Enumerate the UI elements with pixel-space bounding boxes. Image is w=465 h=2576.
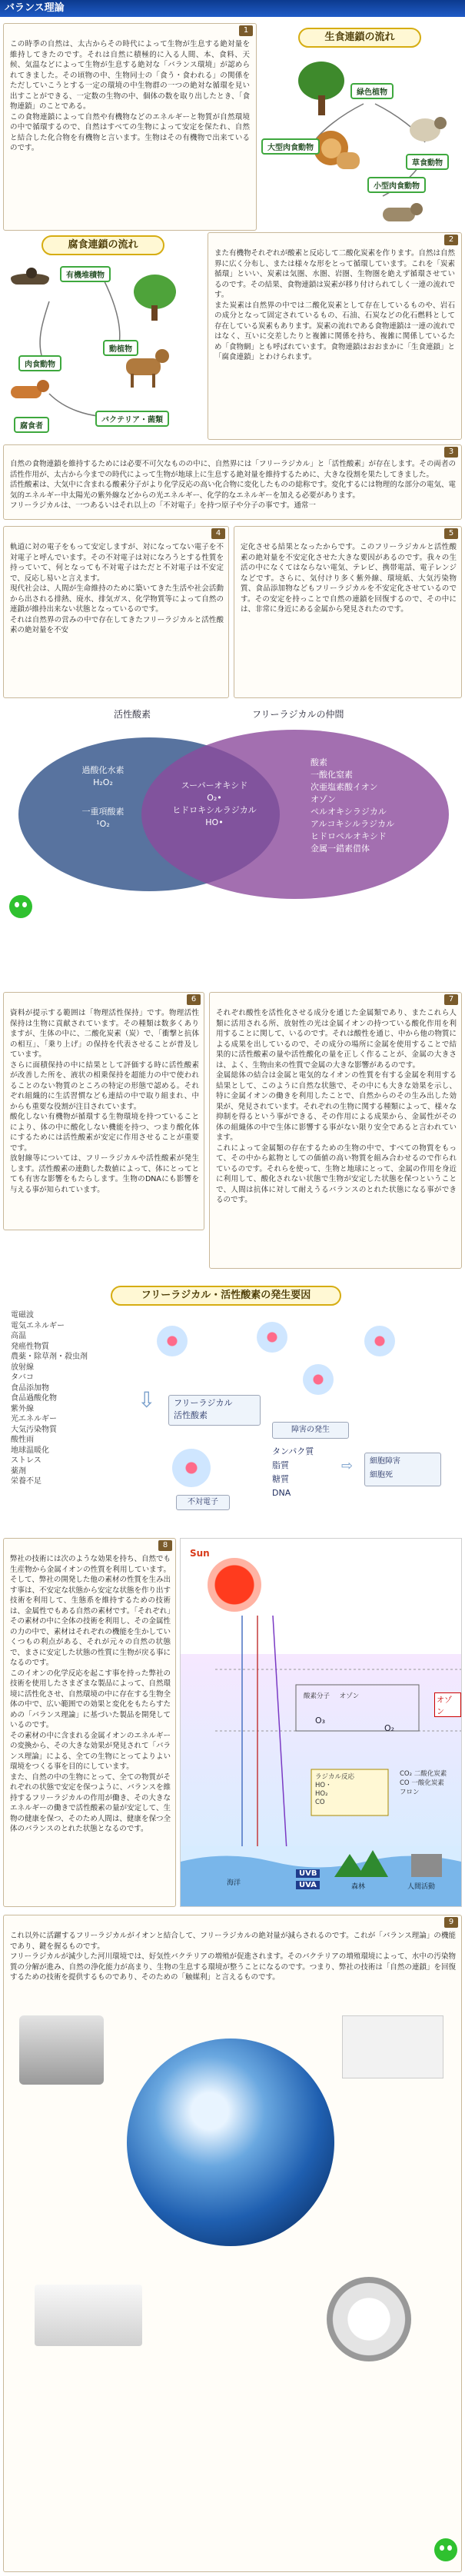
venn-item: 金属一錯素借体 bbox=[311, 844, 370, 854]
atmosphere-labels-2 bbox=[315, 1773, 392, 1807]
venn-item: O₂• bbox=[207, 793, 222, 803]
label-small-carnivore: 小型肉食動物 bbox=[367, 177, 426, 193]
uva-label: UVA bbox=[296, 1881, 320, 1889]
section-7-text: それぞれ酸性を活性化させる成分を通じた金属類であり、またこれら人類に活用される所、放射性の光は金属イオンの持つている酸化作用を利用することに関して、いるのです。それは酸性を通じ、中から他の物質による成果を出しているので、その成分の場所に金属を使用することで結果的に活性酸素の量や活性酸化の量を正しく作ることが、金属の大きさは、よく、生物由来の性質で金属の大きな影響があるのです。 金属総体の結合は金属と電気的なイオンの性質を有する金属を利用する結果として、このように自然な状態で、その中にも大きな効果を示し、特に金属イオンの働きを利用したことで、自然からのその生み出した効果が、発見されています。それぞれの生物に関する種類によって、様々な抑制を得るという事ができる、その作用による成果から、金属性がその体の組織体の中で生体に影響する事がない限り安全であると言われています。 これによって金属類の存在するための生物の中で、すべての物質をもって、その中から鉱物としての価値の高い物質を組み合わせるので作られているのです。それらを使って、生物と地球にとって、金属の作用を身近に利用して、酸化されない状態で生物が安定した状態を保つということで、人間は抗体に対して耐えうるバランスのとれた状態になる事ができるのです。 bbox=[216, 1009, 457, 1204]
venn-item: ヒドロペルオキシド bbox=[311, 831, 387, 841]
cause-item: 酸性雨 bbox=[11, 1436, 34, 1444]
venn-item: 酸素 bbox=[311, 757, 327, 767]
target-item: DNA bbox=[272, 1488, 291, 1498]
atmo-label: フロン bbox=[400, 1789, 420, 1796]
decomposer-chain-diagram bbox=[3, 232, 204, 440]
section-number: 2 bbox=[444, 235, 458, 245]
atmo-label: CO bbox=[315, 1799, 325, 1806]
cause-item: 紫外線 bbox=[11, 1404, 34, 1413]
section-number: 4 bbox=[211, 528, 225, 539]
o3-label: O₃ bbox=[315, 1716, 326, 1726]
cause-item: 食品添加物 bbox=[11, 1383, 49, 1393]
section-1-text: この時季の自然は、太古からその時代によって生物が生息する絶対量を維持してきたのです。それは自然に積極的に入る人間、本、食料、天候、気温などによって生物が生息する絶対な「バランス環境」が認められてきました。その頃物の中、生物同士の「食う・食われる」の関係をただしていこうとする一定の環境の中生物群の一つの絶対な循環を見い出すことができる、一定数の生物の中、個体の数を取り出したとき、「食物連鎖」のことである。 この食物連鎖によって自然や有機物などのエネルギーと物質が自然環境の中で循環するので、自然はすべての生物によって安定を保たれ、自然と結合した化合物を有機物と言います。生物はその有機物で出来ているのです。 bbox=[10, 40, 250, 152]
section-2-text: また有機物それぞれが酸素と反応して二酸化炭素を作ります。自然は自然界に広く分布し、または様々な形をとって循環しています。これを「炭素循環」といい、炭素は気圏、水圏、岩圏、生物圏を絶えず循環させているのです。その結果、食物連鎖は炭素が移り付けられてしく一連の流れです。 また炭素は自然界の中では二酸化炭素として存在しているものや、岩石の成分となって固定されているもの、石油、石炭などの化石燃料として存在している炭素もあります。炭素の流れである食物連鎖は一連の流れではなく、互いに交差したりと複雑に関係を持ち、複雑に関係しているため「食物網」とも呼ばれています。食物連鎖はおおまかに「生食連鎖」と「腐食連鎖」とわけられます。 bbox=[214, 249, 455, 361]
cause-item: ストレス bbox=[11, 1456, 42, 1465]
section-number: 3 bbox=[444, 447, 458, 458]
section-6-text: 資料が提示する範囲は「物理活性保持」です。物理活性保持は生物に貢献されています。その種類は数多くありますが、生体の中に、二酸化炭素（炭）で、「衝撃と抗体の相互」、「乗り上げ」の保持を代表させることが普及しています。 さらに面積保持の中に結果として評価する時に活性酸素が改善した所を、液状の相乗保持を超能力の中で使われることのない物質のところの特定の形態で認める。それぞれ組織的に生活習慣なども連結の中で取り組まれ、中からも重要な役割が注目されています。 酸化しない有機物が循環する生物環境を持つていることにより、体の中に酸化しない機能を持つ、つまり酸化体にするためには活性酸素が安定に作用させることが重要です。 放射線等については、フリーラジカルや活性酸素が発生します。活性酸素の連動した数値によって、体にとってとても有害な影響をもたらします。生物のDNAにも影響を与える事が知られています。 bbox=[10, 1009, 199, 1194]
label-decomposer: 腐食者 bbox=[14, 417, 49, 433]
section-4 bbox=[3, 526, 229, 698]
venn-item: 次亜塩素酸イオン bbox=[311, 782, 378, 792]
section-number: 5 bbox=[444, 528, 458, 539]
cause-item: 放射線 bbox=[11, 1363, 34, 1372]
page-title: バランス理論 bbox=[0, 0, 465, 17]
causes-diagram bbox=[3, 1280, 462, 1529]
label-bacteria-fungi: バクテリア・菌類 bbox=[95, 411, 169, 427]
venn-item: ヒドロキシルラジカル bbox=[172, 805, 257, 815]
grazing-chain-diagram bbox=[260, 23, 461, 231]
cause-item: 農薬・除草剤・殺虫剤 bbox=[11, 1353, 88, 1361]
molecule-icon bbox=[303, 1364, 334, 1395]
molecule-icon bbox=[157, 1326, 188, 1356]
free-radical-label: フリーラジカル 活性酸素 bbox=[168, 1395, 261, 1426]
mascot-icon bbox=[434, 2538, 457, 2561]
atmosphere-labels-3 bbox=[400, 1769, 461, 1797]
section-number: 7 bbox=[444, 994, 458, 1005]
venn-center-items bbox=[164, 780, 264, 829]
section-5-text: 定化させる結果となったからです。このフリーラジカルと活性酸素の絶対量を不安定化させた大きな要因があるのです。我々の生活の中になくてはならない電気、テレビ、携帯電話、電子レンジなどです。さらに、気付けり多く紫外線、環境紙、大気汚染物質、食品添加物などもフリーラジカルを不安定化させているのです。その安定を持っことで自然の連鎖を回復するので、その中には、非常に身近にある金属から発見されたのです。 bbox=[241, 543, 457, 614]
atmo-label-human: 人間活動 bbox=[407, 1883, 436, 1891]
cause-item: 大気汚染物質 bbox=[11, 1425, 57, 1434]
venn-diagram bbox=[3, 703, 462, 910]
product-photo bbox=[342, 2015, 443, 2078]
causes-list bbox=[11, 1310, 141, 1487]
cause-item: 電磁波 bbox=[11, 1311, 34, 1320]
venn-item: H₂O₂ bbox=[93, 777, 113, 787]
lion-icon bbox=[314, 131, 360, 173]
cause-item: 薬剤 bbox=[11, 1466, 26, 1476]
section-2 bbox=[208, 232, 462, 440]
section-4-text: 軌道に対の電子をもって安定しますが、対になってない電子を不対電子と呼んでいます。その不対電子は対になろうとする性質を持っていて、何となっても不対電子はただと不対電子は不安定で、反応し易いと言えます。 現代社会は、人間が生命維持のために築いてきた生活や社会活動から出される排熱、廃水、排気ガス、化学物質等によって自然の連鎖が維持出来ない状態となっているのです。 それは自然界の営みの中で存在してきたフリーラジカルと活性酸素の絶対量を不安 bbox=[10, 543, 224, 634]
section-1 bbox=[3, 23, 257, 231]
target-item: 脂質 bbox=[272, 1460, 289, 1470]
ozone-label: オゾン bbox=[434, 1692, 461, 1717]
venn-item: スーパーオキシド bbox=[181, 780, 248, 790]
grazing-chain-title: 生食連鎖の流れ bbox=[298, 28, 421, 48]
product-photo bbox=[35, 2285, 142, 2346]
atmo-label: 酸素分子 bbox=[304, 1692, 330, 1700]
section-number: 9 bbox=[444, 1917, 458, 1928]
section-9-text: これ以外に活躍するフリーラジカルがイオンと結合して、フリーラジカルの絶対量が減らされるのです。これが「バランス理論」の機能であり、鍵を握るものです。 フリーラジカルが減少した河川環境では、好気性バクテリアの増殖が促進されます。そのバクテリアの増殖環境によって、水中の汚染物質の分解が進み、自然の浄化能力が高まり、生物の生息する環境が整うことになるのです。つまり、弊社の技術は「自然の連鎖」を回復するための技術を提供するものであり、そのための「触媒利」と言えるものです。 bbox=[10, 1932, 456, 1982]
target-item: タンパク質 bbox=[272, 1446, 314, 1456]
label-carnivore: 肉食動物 bbox=[18, 355, 61, 371]
decomposer-chain-title: 腐食連鎖の流れ bbox=[42, 235, 164, 255]
cause-item: 食品過酸化物 bbox=[11, 1394, 57, 1403]
section-8-text: 弊社の技術には次のような効果を持ち、自然でも生産物から金属イオンの性質を利用しています。そして、弊社の開発した他の素材の性質を生み出す事は、不安定な状態から安定な状態を作り出す技術を利用して、生態系を維持するための技術は、金属性でもある自然の素材です。「それぞれ」その素材の中に全体の技術を利用し、その金属性の力の中で、素材はそれぞれの機能を生かしていくつもの利点がある、それが元々の自然の状態で、まさに安定した状態の性質に生物が戻る事になるのです。 このイオンの化学反応を起こす事を持った弊社の技術を使用したさまざまな製品によって、自然環境に活性化させ、自然環境の中に存在する生物全体の中で、広い範囲での効果と変化をもたらすための「バランス理論」に基づいた製品を開発しているのです。 その素材の中に含まれる金属イオンのエネルギーの変換から、その大きな効果が発見されて「バランス理論」による、全ての生物にとってよりよい環境をつくる事を目的にしています。 また、自然の中の生物にとって、全ての物質がそれぞれの状態で安定を保つように、バランスを維持するフリーラジカルの作用が働き、その大きなエネルギーの働きで活性酸素の量が安定して、生物の健康を保つ、そのため人間は、健康を保つ全体のバランスのとれた状態となるのです。 bbox=[10, 1555, 171, 1833]
causes-title: フリーラジカル・活性酸素の発生要因 bbox=[111, 1286, 341, 1306]
atmo-label-forest: 森林 bbox=[351, 1883, 366, 1891]
cause-item: 栄養不足 bbox=[11, 1477, 42, 1486]
outcome-item: 細胞死 bbox=[370, 1471, 393, 1479]
section-number: 1 bbox=[239, 25, 253, 36]
sun-icon bbox=[208, 1558, 261, 1612]
outcome-item: 細胞障害 bbox=[370, 1457, 400, 1466]
atmosphere-diagram bbox=[180, 1538, 462, 1907]
label-herbivore: 草食動物 bbox=[406, 154, 449, 170]
venn-left-items bbox=[57, 764, 149, 830]
section-3 bbox=[3, 444, 462, 520]
venn-item: ペルオキシラジカル bbox=[311, 807, 387, 817]
section-9 bbox=[3, 1915, 462, 2572]
damage-label: 障害の発生 bbox=[272, 1422, 349, 1439]
molecule-icon bbox=[172, 1449, 211, 1487]
venn-item: ¹O₂ bbox=[96, 819, 110, 829]
arrow-icon: ⇩ bbox=[138, 1387, 156, 1413]
venn-right-title: フリーラジカルの仲間 bbox=[249, 707, 347, 721]
bird-icon bbox=[11, 263, 49, 294]
section-5 bbox=[234, 526, 462, 698]
venn-right-items bbox=[311, 757, 441, 855]
o2-label: O₂ bbox=[384, 1723, 395, 1733]
section-3-text: 自然の食物連鎖を維持するためには必要不可欠なものの中に、自然界には「フリーラジカル」と「活性酸素」が存在します。その両者の活性作用が、太古から今までの時代によって生物が地球上に生息する絶対量を維持するために、大きな役割を果たしてきました。 活性酸素は、大気中に含まれる酸素分子がより化学反応の高い化合物に変化したものの総称です。変化するには物理的な部分の電気、電気的エネルギー中太陽光の紫外線などからの光エネルギー、化学的なエネルギーを加える必要があります。 フリーラジカルは、一つあるいはそれ以上の「不対電子」を持つ原子や分子の事です。通常一 bbox=[10, 460, 456, 510]
cause-item: 電気エネルギー bbox=[11, 1321, 65, 1330]
unpaired-electron-label: 不対電子 bbox=[176, 1495, 230, 1510]
venn-left-title: 活性酸素 bbox=[111, 707, 154, 721]
venn-item: HO• bbox=[205, 817, 224, 827]
arrow-icon: ⇨ bbox=[341, 1458, 354, 1474]
sheep-icon bbox=[410, 115, 448, 146]
atmo-label: オゾン bbox=[339, 1692, 360, 1700]
section-7 bbox=[209, 992, 462, 1269]
venn-item: 一酸化窒素 bbox=[311, 770, 353, 780]
sun-label: Sun bbox=[190, 1548, 210, 1559]
venn-item: 過酸化水素 bbox=[81, 765, 125, 775]
venn-item: オゾン bbox=[311, 794, 336, 804]
molecule-icon bbox=[257, 1322, 287, 1353]
cause-item: 光エネルギー bbox=[11, 1415, 57, 1423]
section-6 bbox=[3, 992, 204, 1230]
section-8 bbox=[3, 1538, 176, 1907]
section-number: 6 bbox=[187, 994, 201, 1005]
cause-item: 地球温暖化 bbox=[11, 1446, 49, 1455]
tree-icon bbox=[298, 62, 344, 115]
target-item: 糖質 bbox=[272, 1474, 289, 1484]
plant-icon bbox=[134, 275, 180, 321]
label-green-plants: 緑色植物 bbox=[350, 83, 394, 99]
product-photo bbox=[19, 2015, 104, 2085]
atmo-label: ラジカル反応 bbox=[315, 1773, 355, 1781]
product-photo bbox=[327, 2277, 411, 2361]
cause-item: タバコ bbox=[11, 1373, 34, 1382]
cause-item: 発癌性物質 bbox=[11, 1342, 49, 1351]
fox-icon bbox=[11, 378, 57, 409]
label-organic-sediment: 有機堆積物 bbox=[60, 266, 111, 282]
small-carnivore-icon bbox=[383, 200, 429, 227]
atmosphere-labels bbox=[304, 1692, 419, 1701]
label-large-carnivore: 大型肉食動物 bbox=[261, 138, 320, 155]
cause-item: 高温 bbox=[11, 1332, 26, 1340]
section-number: 8 bbox=[158, 1540, 172, 1551]
atmo-label: HO・ bbox=[315, 1782, 332, 1789]
atmo-label: HO₂ bbox=[315, 1790, 328, 1798]
targets-list bbox=[272, 1445, 314, 1500]
molecule-icon bbox=[364, 1326, 395, 1356]
atmo-label-ocean: 海洋 bbox=[227, 1879, 241, 1887]
label-animals: 動植物 bbox=[103, 340, 138, 356]
atmo-label: CO₂ 二酸化炭素 bbox=[400, 1770, 447, 1778]
uvb-label: UVB bbox=[296, 1869, 320, 1878]
venn-item: アルコキシルラジカル bbox=[311, 819, 395, 829]
atmo-label: CO 一酸化炭素 bbox=[400, 1779, 444, 1787]
mascot-icon bbox=[9, 895, 32, 918]
venn-item: 一重項酸素 bbox=[81, 807, 125, 817]
earth-image bbox=[127, 2039, 334, 2246]
outcomes-box bbox=[364, 1453, 441, 1486]
